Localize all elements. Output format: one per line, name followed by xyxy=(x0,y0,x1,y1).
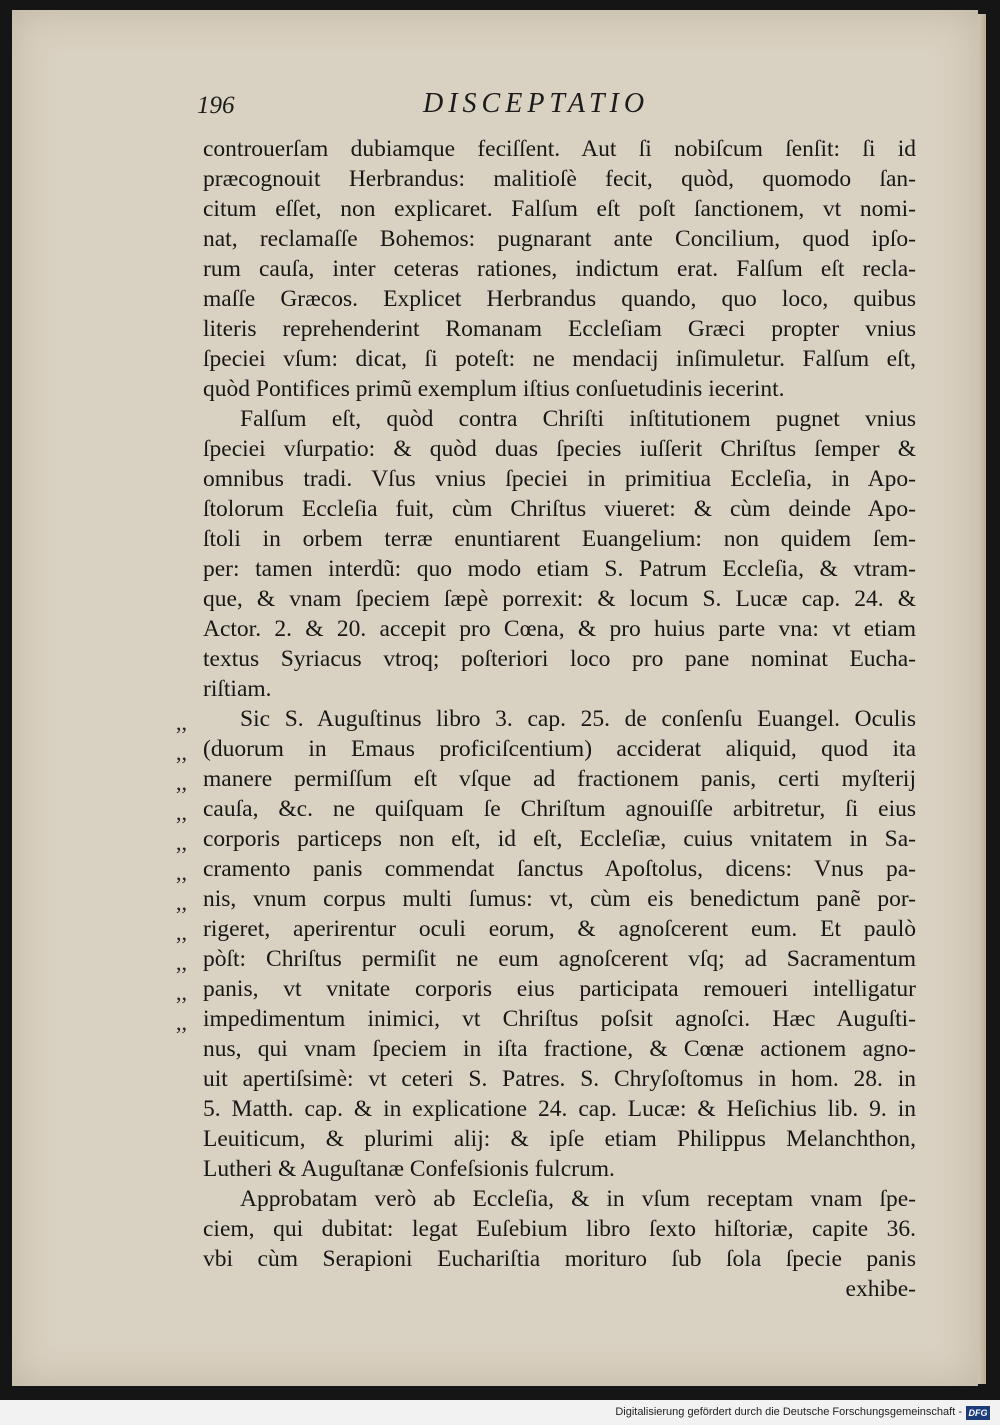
text-line: cauſa, &c. ne quiſquam ſe Chriſtum agnouiſſe arbitretur, ſi eius xyxy=(203,796,916,822)
page-number: 196 xyxy=(197,92,235,119)
text-line: ſtolorum Eccleſia fuit, cùm Chriſtus viueret: & cùm deinde Apo- xyxy=(203,496,916,522)
text-line: rum cauſa, inter ceteras rationes, indictum erat. Falſum eſt recla- xyxy=(203,256,916,282)
funding-notice: Digitalisierung gefördert durch die Deutsche Forschungsgemeinschaft - xyxy=(615,1406,962,1418)
quotation-mark: ,, xyxy=(176,1010,187,1035)
text-line: Leuiticum, & plurimi alij: & ipſe etiam Philippus Melanchthon, xyxy=(203,1126,916,1152)
text-line: per: tamen interdũ: quo modo etiam S. Patrum Eccleſia, & vtram- xyxy=(203,556,916,582)
text-line: literis reprehenderint Romanam Eccleſiam Græci propter vnius xyxy=(203,316,916,342)
text-line: que, & vnam ſpeciem ſæpè porrexit: & locum S. Lucæ cap. 24. & xyxy=(203,586,916,612)
text-line: nis, vnum corpus multi ſumus: vt, cùm eis benedictum panẽ por- xyxy=(203,886,916,912)
text-line: ſtoli in orbem terræ enuntiarent Euangelium: non quidem ſem- xyxy=(203,526,916,552)
text-line: corporis particeps non eſt, id eſt, Eccleſiæ, cuius vnitatem in Sa- xyxy=(203,826,916,852)
text-line: uit apertiſsimè: vt ceteri S. Patres. S. Chryſoſtomus in hom. 28. in xyxy=(203,1066,916,1092)
quotation-mark: ,, xyxy=(176,890,187,915)
text-line: ciem, qui dubitat: legat Euſebium libro ſexto hiſtoriæ, capite 36. xyxy=(203,1216,916,1242)
text-line: Approbatam verò ab Eccleſia, & in vſum receptam vnam ſpe- xyxy=(240,1186,916,1212)
text-line: cramento panis commendat ſanctus Apoſtolus, dicens: Vnus pa- xyxy=(203,856,916,882)
text-line: Falſum eſt, quòd contra Chriſti inſtitutionem pugnet vnius xyxy=(240,406,916,432)
quotation-mark: ,, xyxy=(176,830,187,855)
text-line: citum eſſet, non explicaret. Falſum eſt poſt ſanctionem, vt nomi- xyxy=(203,196,916,222)
text-line: præcognouit Herbrandus: malitioſè fecit, quòd, quomodo ſan- xyxy=(203,166,916,192)
quotation-mark: ,, xyxy=(176,770,187,795)
text-line: 5. Matth. cap. & in explicatione 24. cap. Lucæ: & Heſichius lib. 9. in xyxy=(203,1096,916,1122)
text-line: textus Syriacus vtroq; poſteriori loco pro pane nominat Eucha- xyxy=(203,646,916,672)
quotation-mark: ,, xyxy=(176,800,187,825)
text-line: (duorum in Emaus proficiſcentium) acciderat aliquid, quod ita xyxy=(203,736,916,762)
quotation-mark: ,, xyxy=(176,860,187,885)
text-line: controuerſam dubiamque feciſſent. Aut ſi nobiſcum ſenſit: ſi id xyxy=(203,136,916,162)
text-line: nus, qui vnam ſpeciem in iſta fractione, & Cœnæ actionem agno- xyxy=(203,1036,916,1062)
quotation-mark: ,, xyxy=(176,950,187,975)
text-line: Actor. 2. & 20. accepit pro Cœna, & pro huius parte vna: vt etiam xyxy=(203,616,916,642)
text-line: vbi cùm Serapioni Euchariſtia morituro ſub ſola ſpecie panis xyxy=(203,1246,916,1272)
running-title: DISCEPTATIO xyxy=(423,88,650,119)
text-line: quòd Pontifices primũ exemplum iſtius conſuetudinis iecerint. xyxy=(203,376,785,402)
text-line: riſtiam. xyxy=(203,676,272,702)
text-line: panis, vt vnitate corporis eius participata remoueri intelligatur xyxy=(203,976,916,1002)
quotation-mark: ,, xyxy=(176,740,187,765)
text-line: maſſe Græcos. Explicet Herbrandus quando, quo loco, quibus xyxy=(203,286,916,312)
text-line: Sic S. Auguſtinus libro 3. cap. 25. de conſenſu Euangel. Oculis xyxy=(240,706,916,732)
text-line: omnibus tradi. Vſus vnius ſpeciei in primitiua Eccleſia, in Apo- xyxy=(203,466,916,492)
quotation-mark: ,, xyxy=(176,980,187,1005)
text-line: ſpeciei vſum: dicat, ſi poteſt: ne mendacij inſimuletur. Falſum eſt, xyxy=(203,346,916,372)
text-line: rigeret, aperirentur oculi eorum, & agnoſcerent eum. Et paulò xyxy=(203,916,916,942)
dfg-logo: DFG xyxy=(966,1406,990,1420)
text-line: nat, reclamaſſe Bohemos: pugnarant ante Concilium, quod ipſo- xyxy=(203,226,916,252)
text-line: manere permiſſum eſt vſque ad fractionem panis, certi myſterij xyxy=(203,766,916,792)
text-line: impedimentum inimici, vt Chriſtus poſsit agnoſci. Hæc Auguſti- xyxy=(203,1006,916,1032)
catchword: exhibe- xyxy=(845,1276,916,1302)
quotation-mark: ,, xyxy=(176,920,187,945)
text-line: ſpeciei vſurpatio: & quòd duas ſpecies iuſſerit Chriſtus ſemper & xyxy=(203,436,916,462)
quotation-mark: ,, xyxy=(176,710,187,735)
text-line: Lutheri & Auguſtanæ Confeſsionis fulcrum. xyxy=(203,1156,615,1182)
footer-bar xyxy=(0,1404,1000,1425)
text-line: pòſt: Chriſtus permiſit ne eum agnoſcerent vſq; ad Sacramentum xyxy=(203,946,916,972)
